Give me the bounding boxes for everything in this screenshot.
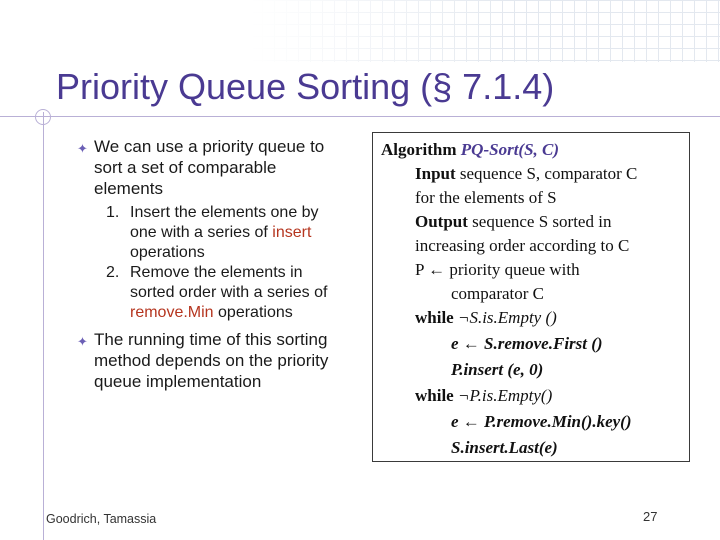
step-text-end: operations — [130, 244, 205, 261]
algorithm-header — [381, 137, 559, 162]
vertical-divider — [43, 112, 44, 540]
background-grid — [250, 0, 720, 62]
step-number: 1. — [106, 204, 120, 221]
page-number: 27 — [643, 509, 658, 524]
algorithm-name: PQ-Sort(S, C) — [460, 140, 560, 159]
step-item — [78, 203, 348, 263]
corner-circle-decoration — [35, 109, 51, 125]
step-list — [78, 203, 348, 323]
output-keyword: Output — [415, 212, 468, 231]
bullet-diamond-icon: ✦ — [77, 334, 88, 349]
output-text: sequence S sorted in — [467, 212, 612, 231]
step-text-end: operations — [213, 304, 293, 321]
step-item — [78, 263, 348, 323]
algorithm-box — [372, 132, 690, 462]
step-number: 2. — [106, 264, 120, 281]
footer-authors: Goodrich, Tamassia — [46, 512, 157, 526]
while-condition: ¬P.is.Empty() — [453, 386, 553, 405]
input-text: sequence S, comparator C — [455, 164, 638, 183]
algorithm-remove-first: e ← S.remove.First () — [451, 334, 603, 353]
algorithm-output-line — [415, 209, 611, 234]
algorithm-input-cont: for the elements of S — [415, 188, 557, 207]
algorithm-remove-min: e ← P.remove.Min().key() — [451, 412, 632, 431]
algorithm-insert-last: S.insert.Last(e) — [451, 438, 558, 457]
algorithm-p-assign: P ← priority queue with — [415, 260, 580, 279]
algorithm-input-line — [415, 161, 637, 186]
algorithm-output-cont: increasing order according to C — [415, 236, 630, 255]
algorithm-insert: P.insert (e, 0) — [451, 360, 544, 379]
while-condition: ¬S.is.Empty () — [453, 308, 557, 327]
algorithm-p-cont: comparator C — [451, 284, 544, 303]
bullet-text: We can use a priority queue to sort a set of comparable elements — [94, 137, 325, 198]
slide-title: Priority Queue Sorting (§ 7.1.4) — [56, 66, 555, 107]
step-highlight: insert — [272, 224, 312, 241]
step-text: Remove the elements in sorted order with a series of — [130, 264, 328, 301]
bullet-item — [78, 329, 348, 392]
bullet-text: The running time of this sorting method depends on the priority queue implementation — [94, 330, 329, 391]
algorithm-while-2 — [415, 383, 552, 408]
input-keyword: Input — [415, 164, 456, 183]
bullet-list — [78, 136, 348, 394]
algorithm-keyword: Algorithm — [381, 140, 457, 159]
step-highlight: remove.Min — [130, 304, 214, 321]
horizontal-divider — [0, 116, 720, 117]
bullet-item — [78, 136, 348, 199]
algorithm-while-1 — [415, 305, 557, 330]
while-keyword: while — [415, 386, 454, 405]
while-keyword: while — [415, 308, 454, 327]
bullet-diamond-icon: ✦ — [77, 141, 88, 156]
step-text: Insert the elements one by one with a series of — [130, 204, 319, 241]
